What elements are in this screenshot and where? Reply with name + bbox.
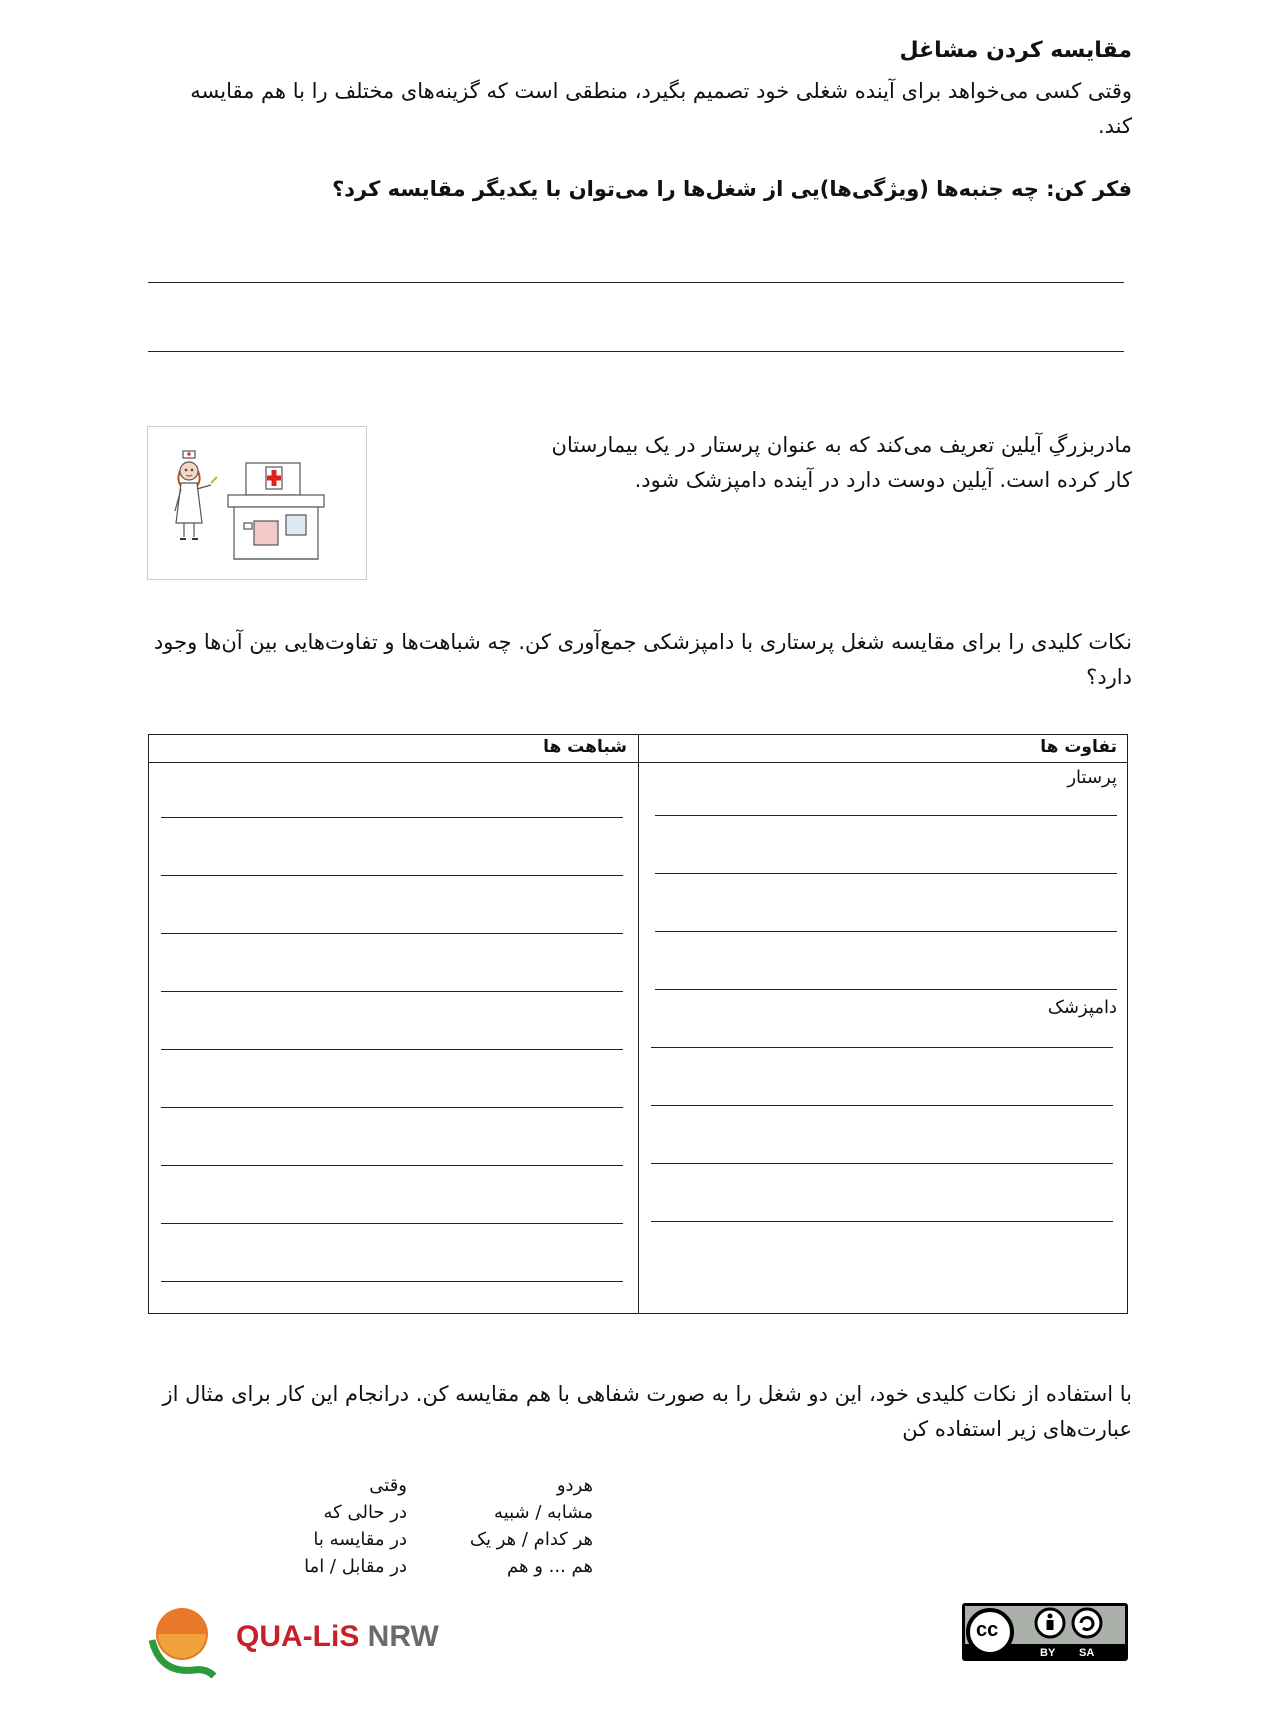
- phrase-item: در حالی که: [323, 1502, 407, 1523]
- nurse-difference-line[interactable]: [655, 815, 1117, 816]
- vet-difference-line[interactable]: [651, 1163, 1113, 1164]
- nurse-difference-line[interactable]: [655, 989, 1117, 990]
- phrase-list-right: [420, 1472, 593, 1580]
- page-title: مقایسه کردن مشاغل: [899, 38, 1132, 63]
- vet-label: دامپزشک: [1047, 997, 1117, 1018]
- logo-text-nrw: NRW: [367, 1620, 439, 1653]
- cc-by-sa-badge: [962, 1603, 1128, 1661]
- phrase-item: مشابه / شبیه: [494, 1502, 593, 1523]
- similarity-line[interactable]: [161, 1107, 623, 1108]
- intro-paragraph: وقتی کسی می‌خواهد برای آینده شغلی خود تصمیم بگیرد، منطقی است که گزینه‌های مختلف را با هم مقایسه کند.: [190, 79, 1132, 138]
- phrase-item: در مقابل / اما: [304, 1556, 407, 1577]
- phrase-item: وقتی: [369, 1475, 407, 1496]
- similarity-line[interactable]: [161, 875, 623, 876]
- similarities-header: شباهت ها: [543, 737, 627, 757]
- nurse-label: پرستار: [1067, 767, 1117, 788]
- logo-text-qualis: QUA-LiS: [236, 1620, 368, 1653]
- phrase-item: در مقایسه با: [313, 1529, 407, 1550]
- vet-difference-line[interactable]: [651, 1047, 1113, 1048]
- similarity-line[interactable]: [161, 1223, 623, 1224]
- similarity-line[interactable]: [161, 1165, 623, 1166]
- cc-sa-label: SA: [1079, 1647, 1095, 1659]
- table-column-divider: [638, 735, 639, 1313]
- phrase-item: هر کدام / هر یک: [469, 1529, 593, 1550]
- nurse-difference-line[interactable]: [655, 931, 1117, 932]
- table-header-divider: [149, 762, 1127, 763]
- cc-by-label: BY: [1040, 1647, 1056, 1659]
- phrase-item: هم ... و هم: [507, 1556, 593, 1577]
- task-paragraph: نکات کلیدی را برای مقایسه شغل پرستاری با دامپزشکی جمع‌آوری کن. چه شباهت‌ها و تفاوت‌هایی بین آن‌ها وجود دارد؟: [153, 630, 1132, 689]
- similarity-line[interactable]: [161, 1281, 623, 1282]
- qualis-logo: [148, 1600, 448, 1680]
- similarity-line[interactable]: [161, 933, 623, 934]
- outro-paragraph: با استفاده از نکات کلیدی خود، این دو شغل را به صورت شفاهی با هم مقایسه کن. درانجام این کار برای مثال از عبارت‌های زیر استفاده کن: [162, 1382, 1132, 1441]
- phrase-list-left: [250, 1472, 407, 1580]
- comparison-table: [148, 734, 1128, 1314]
- vet-difference-line[interactable]: [651, 1105, 1113, 1106]
- nurse-hospital-illustration: [147, 426, 367, 580]
- think-question: فکر کن: چه جنبه‌ها (ویژگی‌ها)یی از شغل‌ها را می‌توان با یکدیگر مقایسه کرد؟: [332, 177, 1132, 201]
- differences-header: تفاوت ها: [1040, 737, 1117, 757]
- phrase-item: هردو: [556, 1475, 593, 1496]
- answer-line-1[interactable]: [148, 282, 1124, 283]
- cc-label: cc: [976, 1619, 999, 1641]
- vet-difference-line[interactable]: [651, 1221, 1113, 1222]
- similarity-line[interactable]: [161, 817, 623, 818]
- answer-line-2[interactable]: [148, 351, 1124, 352]
- similarity-line[interactable]: [161, 1049, 623, 1050]
- story-paragraph: مادربزرگِ آیلین تعریف می‌کند که به عنوان پرستار در یک بیمارستان کار کرده است. آیلین دوست دارد در آینده دامپزشک شود.: [551, 433, 1132, 492]
- nurse-difference-line[interactable]: [655, 873, 1117, 874]
- similarity-line[interactable]: [161, 991, 623, 992]
